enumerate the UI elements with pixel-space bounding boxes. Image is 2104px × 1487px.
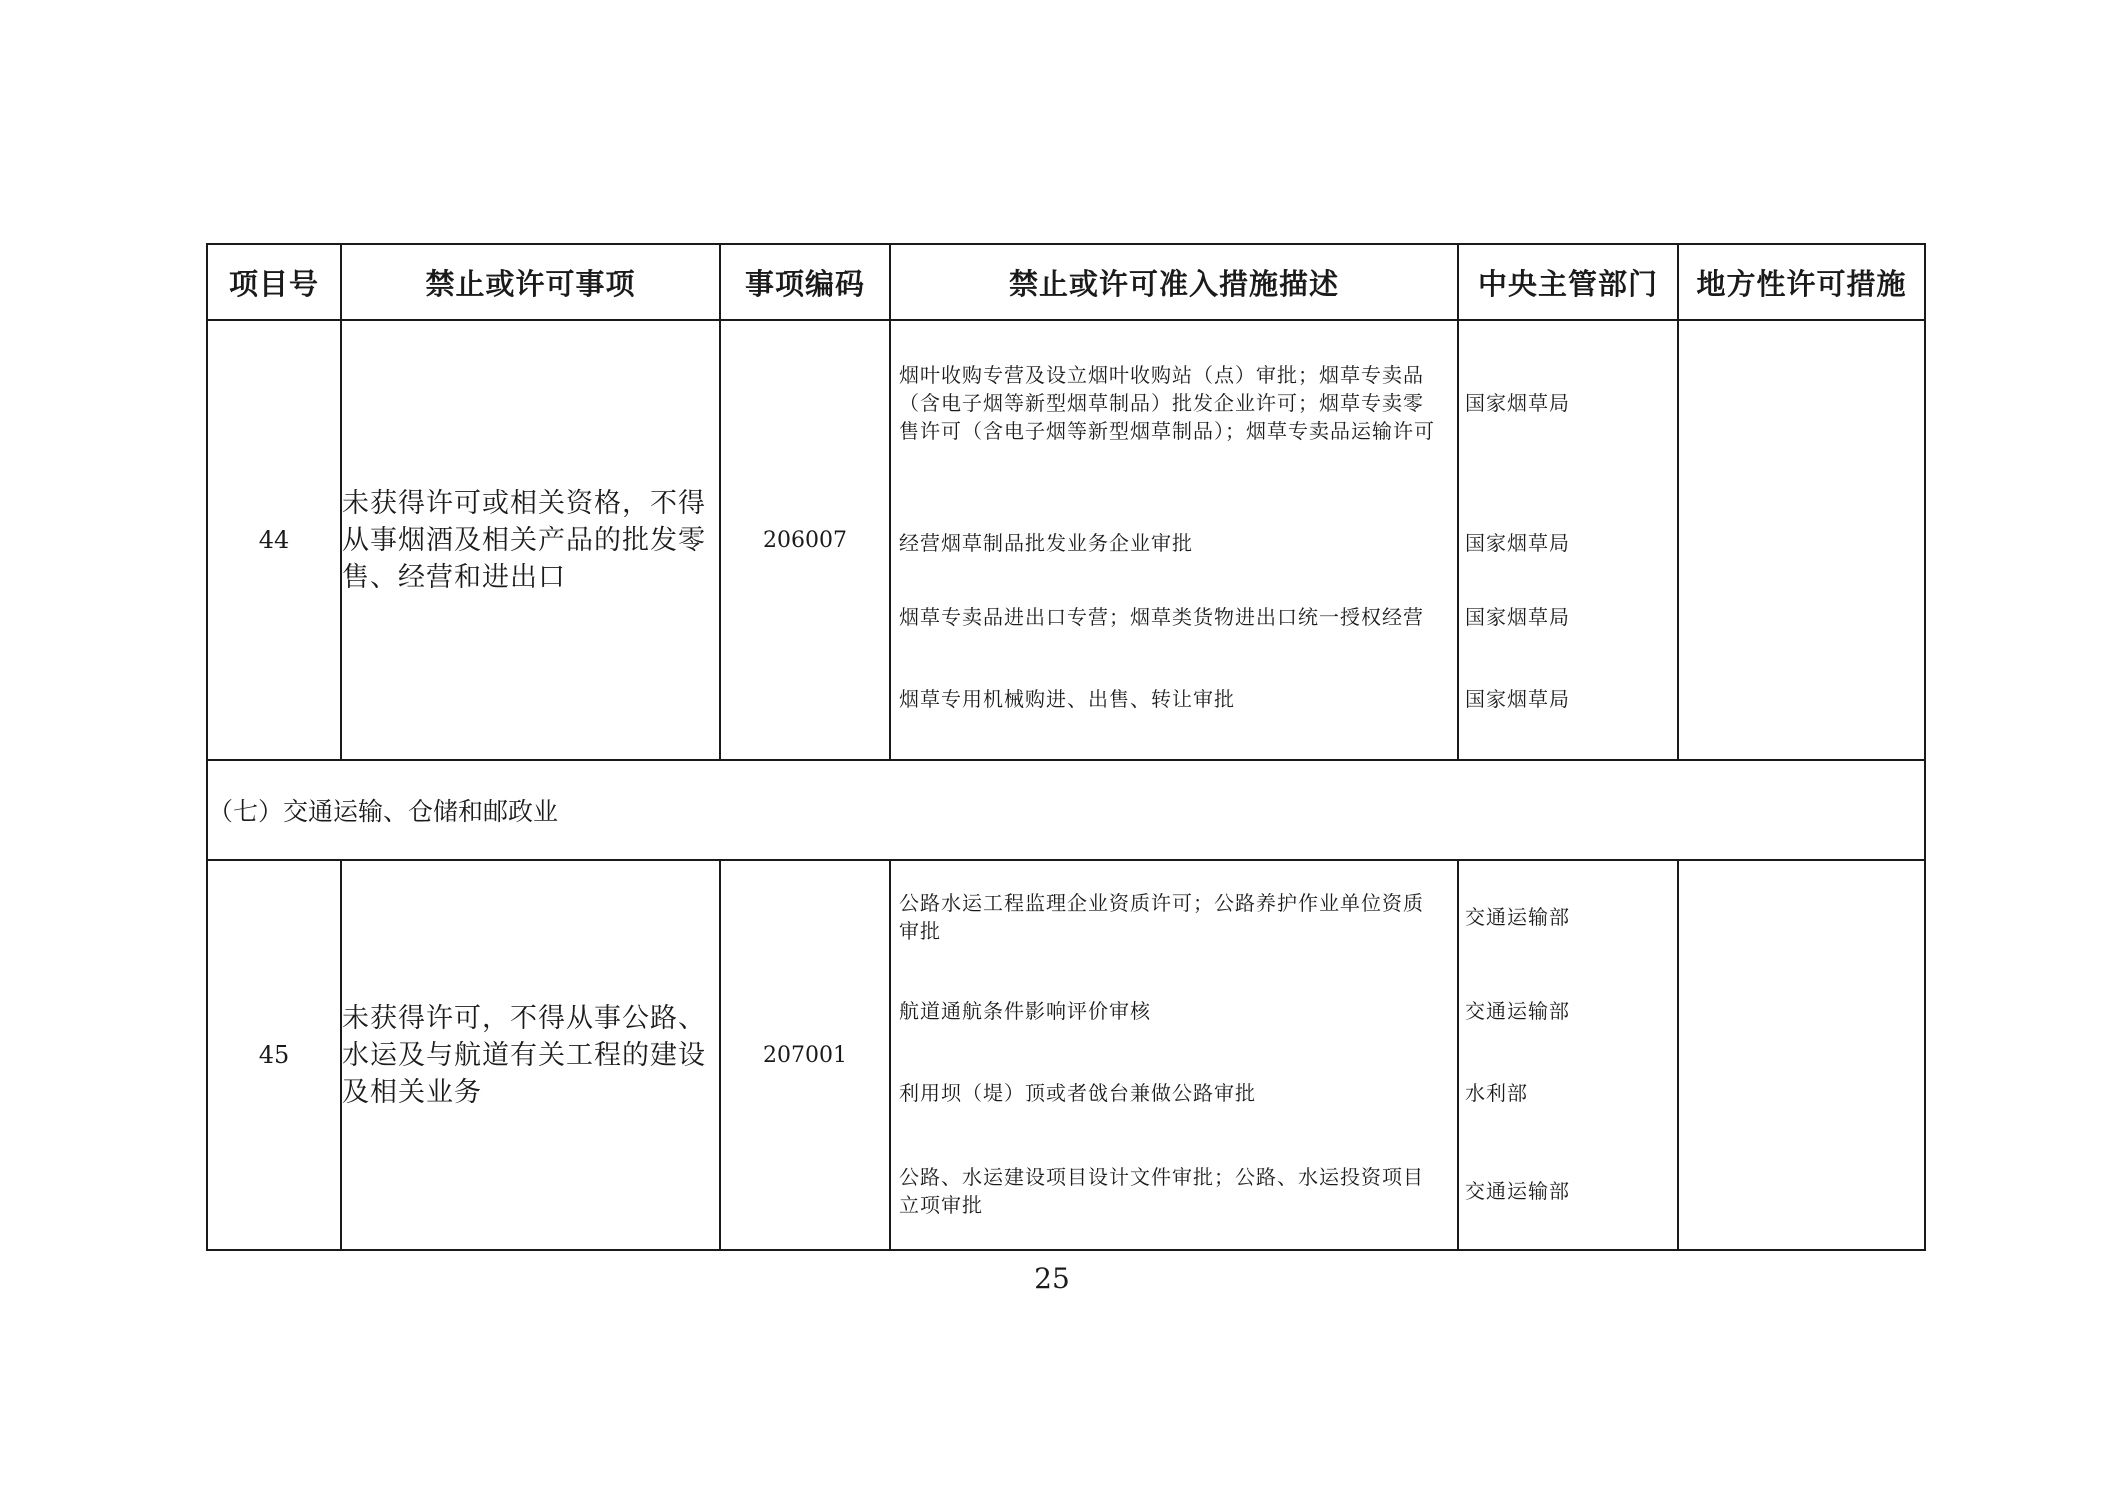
item-matter: 未获得许可，不得从事公路、水运及与航道有关工程的建设及相关业务 <box>341 860 720 1250</box>
measure-dept: 国家烟草局 <box>1465 391 1570 415</box>
local-measures-cell <box>1678 860 1925 1250</box>
measure-dept: 水利部 <box>1465 1081 1528 1105</box>
permit-table <box>206 243 1926 1251</box>
measure-dept: 交通运输部 <box>1465 1179 1570 1203</box>
measure-descriptions <box>890 860 1458 1250</box>
measure-desc: 烟草专用机械购进、出售、转让审批 <box>899 687 1235 711</box>
measure-desc: 利用坝（堤）顶或者戗台兼做公路审批 <box>899 1081 1256 1105</box>
measure-dept: 国家烟草局 <box>1465 531 1570 555</box>
measure-desc: 经营烟草制品批发业务企业审批 <box>899 531 1193 555</box>
table-row <box>207 860 1925 1250</box>
measure-departments <box>1458 320 1678 760</box>
header-local-measures: 地方性许可措施 <box>1678 244 1925 320</box>
header-matter: 禁止或许可事项 <box>341 244 720 320</box>
table-header-row <box>207 244 1925 320</box>
item-number: 45 <box>207 860 341 1250</box>
item-matter: 未获得许可或相关资格，不得从事烟酒及相关产品的批发零售、经营和进出口 <box>341 320 720 760</box>
measure-desc: 烟草专卖品进出口专营；烟草类货物进出口统一授权经营 <box>899 605 1424 629</box>
item-code: 206007 <box>720 320 890 760</box>
page-number: 25 <box>1034 1262 1070 1295</box>
measure-dept: 国家烟草局 <box>1465 687 1570 711</box>
measure-departments <box>1458 860 1678 1250</box>
header-code: 事项编码 <box>720 244 890 320</box>
item-number: 44 <box>207 320 341 760</box>
measure-desc: 公路水运工程监理企业资质许可；公路养护作业单位资质审批 <box>899 891 1424 943</box>
measure-desc: 公路、水运建设项目设计文件审批；公路、水运投资项目立项审批 <box>899 1165 1424 1217</box>
measure-desc: 烟叶收购专营及设立烟叶收购站（点）审批；烟草专卖品（含电子烟等新型烟草制品）批发企业许可；烟草专卖零售许可（含电子烟等新型烟草制品）；烟草专卖品运输许可 <box>899 363 1435 443</box>
measure-dept: 交通运输部 <box>1465 905 1570 929</box>
measure-descriptions <box>890 320 1458 760</box>
item-code: 207001 <box>720 860 890 1250</box>
local-measures-cell <box>1678 320 1925 760</box>
header-department: 中央主管部门 <box>1458 244 1678 320</box>
table-row <box>207 320 1925 760</box>
header-item-no: 项目号 <box>207 244 341 320</box>
measure-dept: 国家烟草局 <box>1465 605 1570 629</box>
header-description: 禁止或许可准入措施描述 <box>890 244 1458 320</box>
section-row <box>207 760 1925 860</box>
measure-dept: 交通运输部 <box>1465 999 1570 1023</box>
section-title: （七）交通运输、仓储和邮政业 <box>207 760 1925 860</box>
measure-desc: 航道通航条件影响评价审核 <box>899 999 1151 1023</box>
